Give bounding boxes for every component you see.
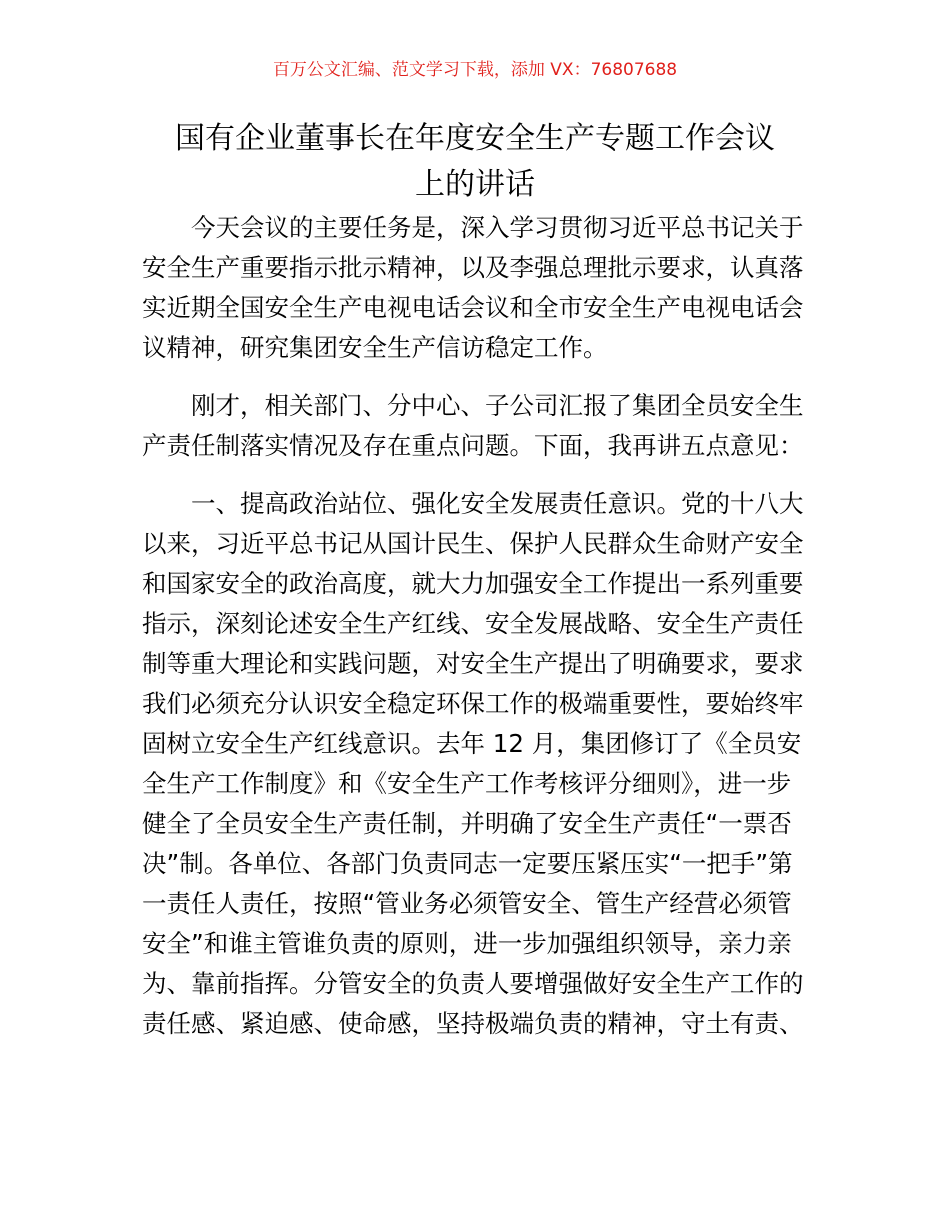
- paragraph-line: 决”制。各单位、各部门负责同志一定要压紧压实“一把手”第: [142, 849, 793, 878]
- title-line: 上的讲话: [415, 167, 535, 202]
- title-line: 国有企业董事长在年度安全生产专题工作会议: [175, 121, 775, 156]
- paragraph-line: 议精神，研究集团安全生产信访稳定工作。: [142, 333, 608, 362]
- paragraph-line: 指示，深刻论述安全生产红线、安全发展战略、安全生产责任: [142, 609, 804, 638]
- header-banner: 百万公文汇编、范文学习下载，添加 VX：76807688: [272, 60, 678, 80]
- paragraph-line: 为、靠前指挥。分管安全的负责人要增强做好安全生产工作的: [142, 969, 804, 998]
- paragraph-line: 固树立安全生产红线意识。去年 12 月，集团修订了《全员安: [142, 729, 802, 758]
- paragraph-line: 安全”和谁主管谁负责的原则，进一步加强组织领导，亲力亲: [142, 929, 792, 958]
- document-body: [142, 208, 816, 1044]
- paragraph-line: 责任感、紧迫感、使命感，坚持极端负责的精神，守土有责、: [142, 1009, 804, 1038]
- paragraph-line: 一责任人责任，按照“管业务必须管安全、管生产经营必须管: [142, 889, 792, 918]
- paragraph-line: 以来，习近平总书记从国计民生、保护人民群众生命财产安全: [142, 529, 804, 558]
- paragraph-line: 刚才，相关部门、分中心、子公司汇报了集团全员安全生: [191, 391, 804, 420]
- paragraph-line: 今天会议的主要任务是，深入学习贯彻习近平总书记关于: [191, 213, 804, 242]
- paragraph-line: 我们必须充分认识安全稳定环保工作的极端重要性，要始终牢: [142, 689, 804, 718]
- paragraph-line: 和国家安全的政治高度，就大力加强安全工作提出一系列重要: [142, 569, 804, 598]
- paragraph-line: 安全生产重要指示批示精神，以及李强总理批示要求，认真落: [142, 253, 804, 282]
- paragraph-line: 制等重大理论和实践问题，对安全生产提出了明确要求，要求: [142, 649, 804, 678]
- paragraph-gap: [142, 466, 816, 484]
- paragraph-line: 健全了全员安全生产责任制，并明确了安全生产责任“一票否: [142, 809, 792, 838]
- paragraph-gap: [142, 368, 816, 386]
- paragraph-line: 实近期全国安全生产电视电话会议和全市安全生产电视电话会: [142, 293, 804, 322]
- paragraph-line: 产责任制落实情况及存在重点问题。下面，我再讲五点意见：: [142, 431, 804, 460]
- paragraph-line: 全生产工作制度》和《安全生产工作考核评分细则》，进一步: [142, 769, 792, 798]
- paragraph-line: 一、提高政治站位、强化安全发展责任意识。党的十八大: [191, 489, 804, 518]
- page-title: [130, 116, 820, 208]
